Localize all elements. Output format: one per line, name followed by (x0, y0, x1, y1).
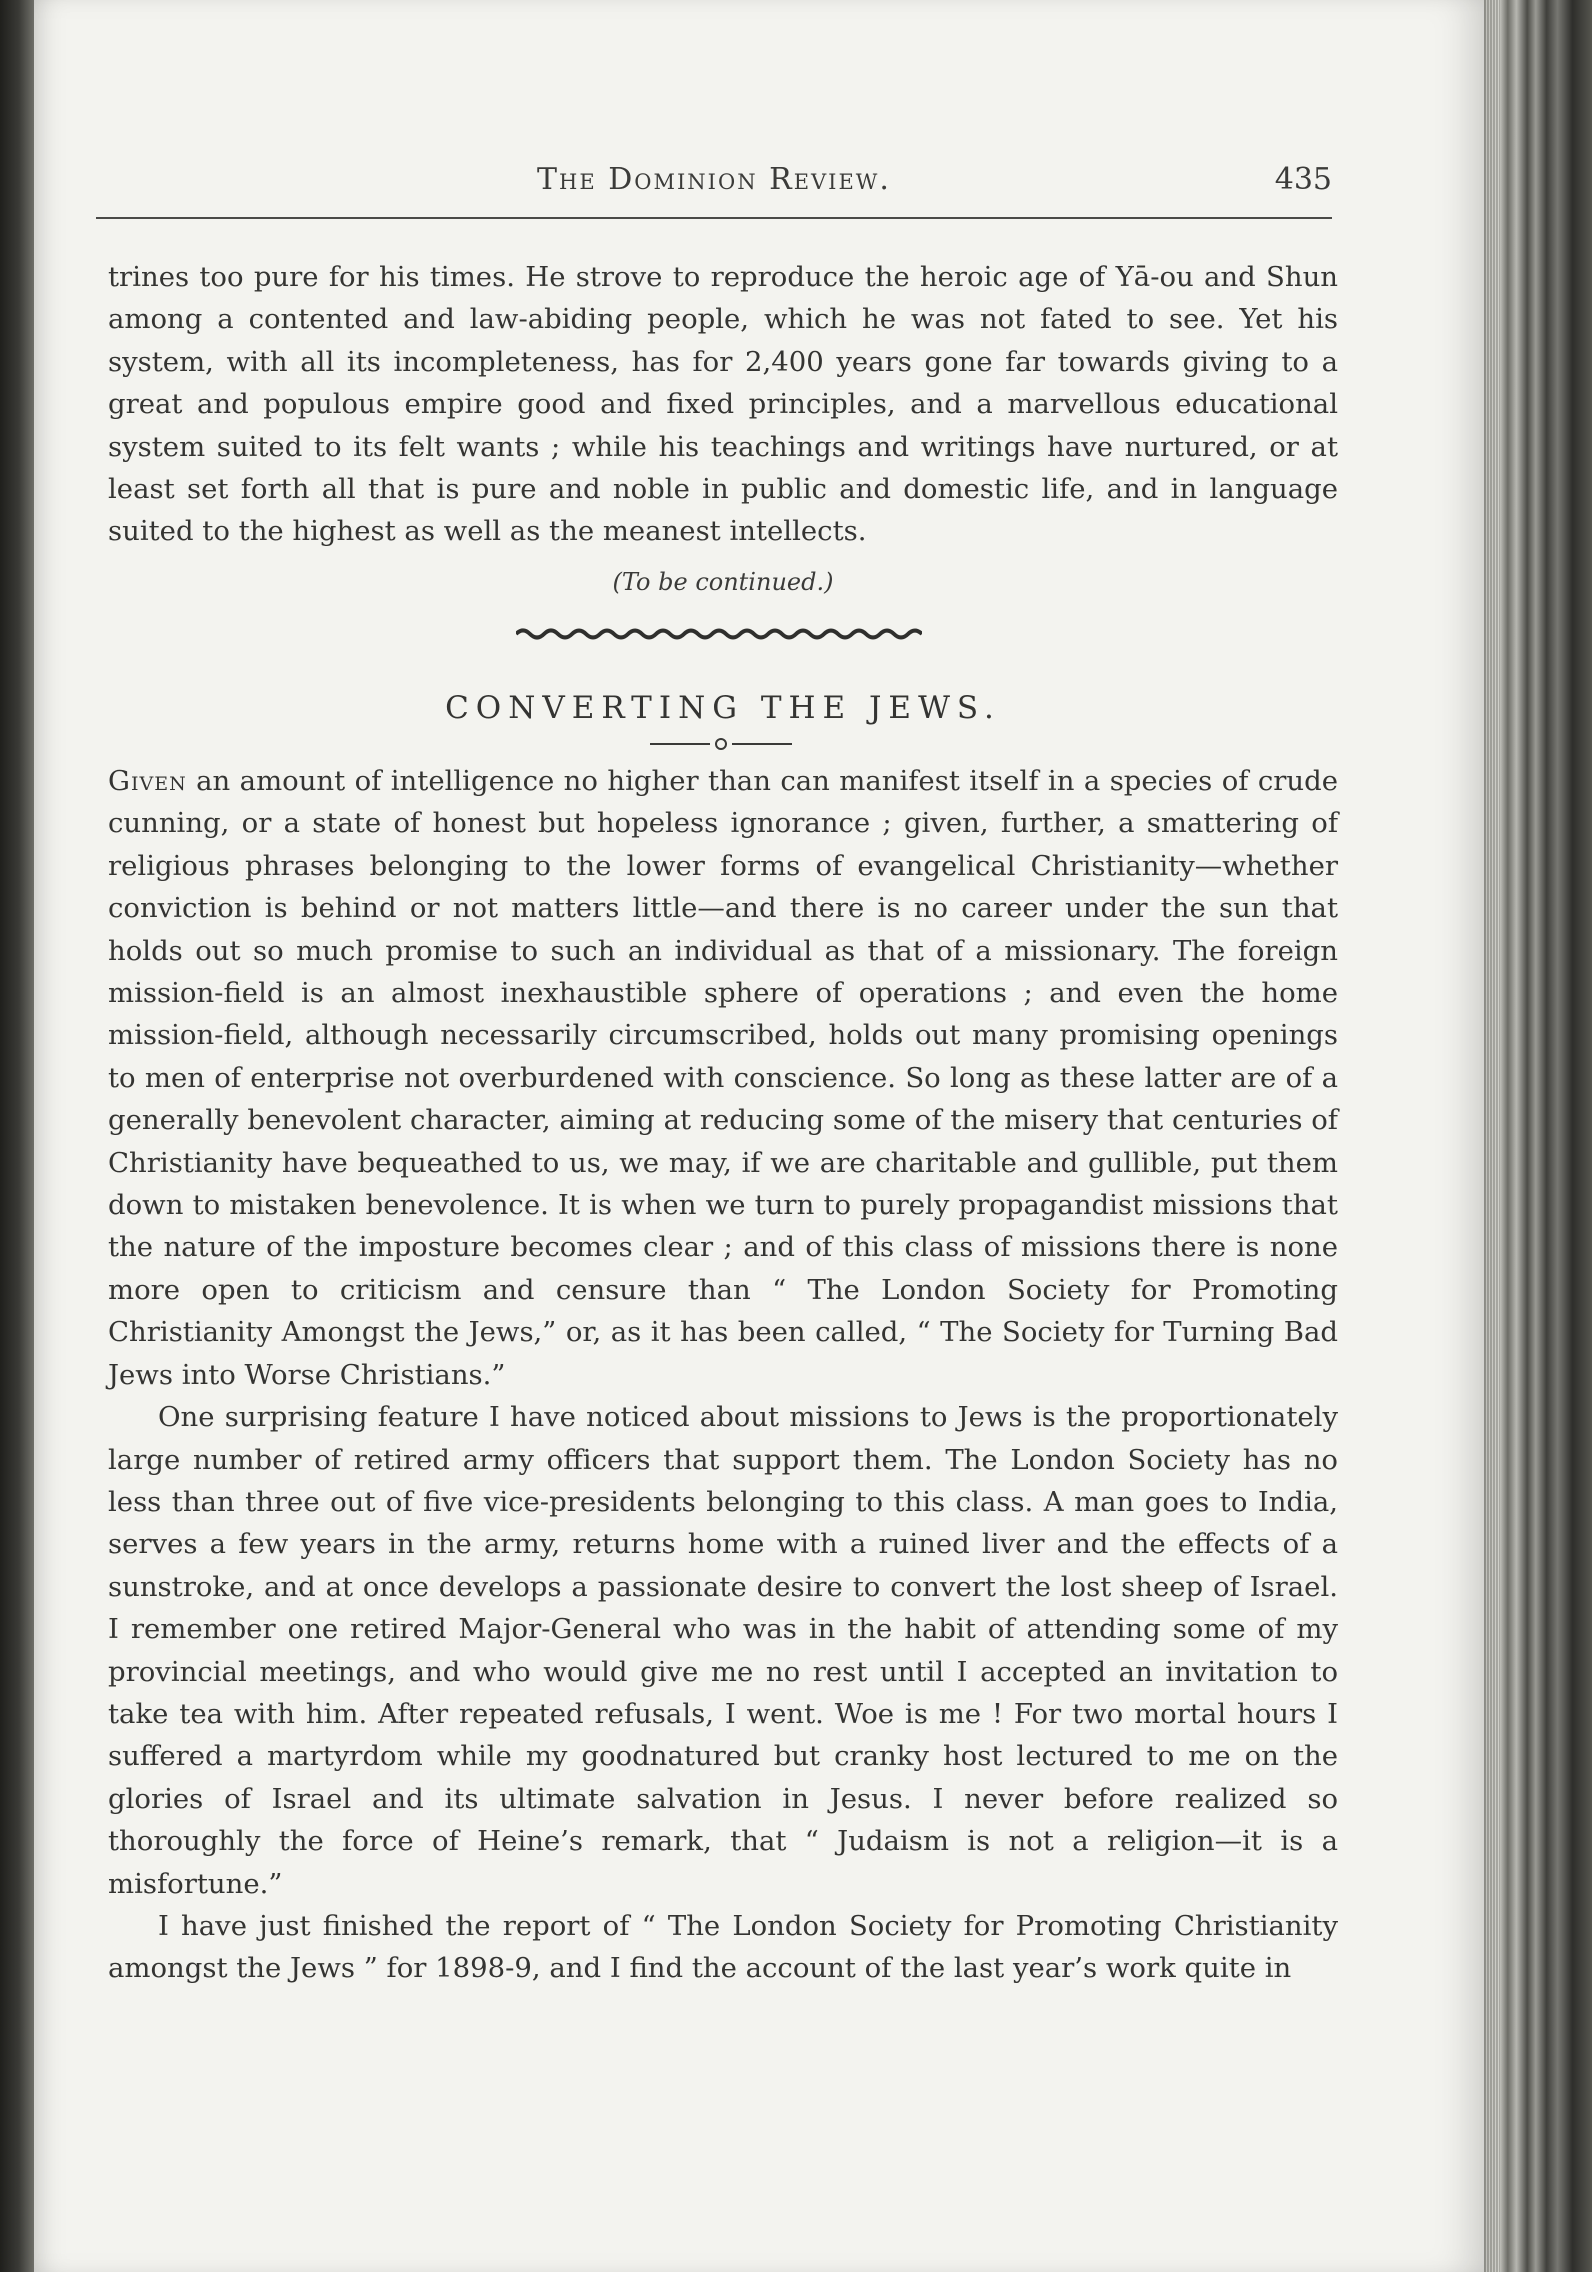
page-stack-edge (1484, 0, 1592, 2272)
article-title: CONVERTING THE JEWS. (445, 690, 1001, 726)
article-paragraph-2: One surprising feature I have noticed about missions to Jews is the proportionately large number of retired army officers that support them. The London Society has no less than three out of five vice-presidents belonging to this class. A man goes to India, serves a few years in the army, returns home with a ruined liver and the effects of a sunstroke, and at once develops a passionate desire to convert the lost sheep of Israel. I remember one retired Major-General who was in the habit of attending some of my provincial meetings, and who would give me no rest until I accepted an invitation to take tea with him. After repeated refusals, I went. Woe is me ! For two mortal hours I suffered a martyrdom while my goodnatured but cranky host lectured to me on the glories of Israel and its ultimate salvation in Jesus. I never before realized so thoroughly the force of Heine’s remark, that “ Judaism is not a religion—it is a misfortune.” (108, 1401, 1338, 1900)
running-title: The Dominion Review. (537, 162, 891, 197)
article-paragraph-3: I have just finished the report of “ The London Society for Promoting Christianity amongst the Jews ” for 1898-9, and I find the account of the last year’s work quite in (108, 1909, 1338, 1985)
wavy-divider (516, 624, 922, 644)
page-number: 435 (1274, 162, 1332, 197)
page-header (96, 162, 1332, 214)
header-rule (96, 217, 1332, 219)
article-body (108, 760, 1338, 1990)
book-spine-shadow (0, 0, 34, 2272)
article-paragraph-1 (108, 760, 1338, 1396)
continued-text-block (108, 256, 1338, 553)
lead-word: Given (108, 765, 187, 797)
title-ornament (646, 732, 796, 754)
to-be-continued-note: (To be continued.) (612, 568, 834, 596)
continued-paragraph: trines too pure for his times. He strove to reproduce the heroic age of Yā-ou and Shun among a contented and law-abiding people, which he was not fated to see. Yet his system, with all its incompleteness, has for 2,400 years gone far towards giving to a great and populous empire good and fixed principles, and a marvellous educational system suited to its felt wants ; while his teachings and writings have nurtured, or at least set forth all that is pure and noble in public and domestic life, and in language suited to the highest as well as the meanest intellects. (108, 261, 1338, 548)
paragraph-1-text: an amount of intelligence no higher than can manifest itself in a species of crude cunning, or a state of honest but hopeless ignorance ; given, further, a smattering of religious phrases belonging to the lower forms of evangelical Christianity—whether conviction is behind or not matters little—and there is no career under the sun that holds out so much promise to such an individual as that of a missionary. The foreign mission-field is an almost inexhaustible sphere of operations ; and even the home mission-field, although necessarily circumscribed, holds out many promising openings to men of enterprise not overburdened with conscience. So long as these latter are of a generally benevolent character, aiming at reducing some of the misery that centuries of Christianity have bequeathed to us, we may, if we are charitable and gullible, put them down to mistaken benevolence. It is when we turn to purely propagandist missions that the nature of the imposture becomes clear ; and of this class of missions there is none more open to criticism and censure than “ The London Society for Promoting Christianity Amongst the Jews,” or, as it has been called, “ The Society for Turning Bad Jews into Worse Christians.” (108, 765, 1338, 1391)
